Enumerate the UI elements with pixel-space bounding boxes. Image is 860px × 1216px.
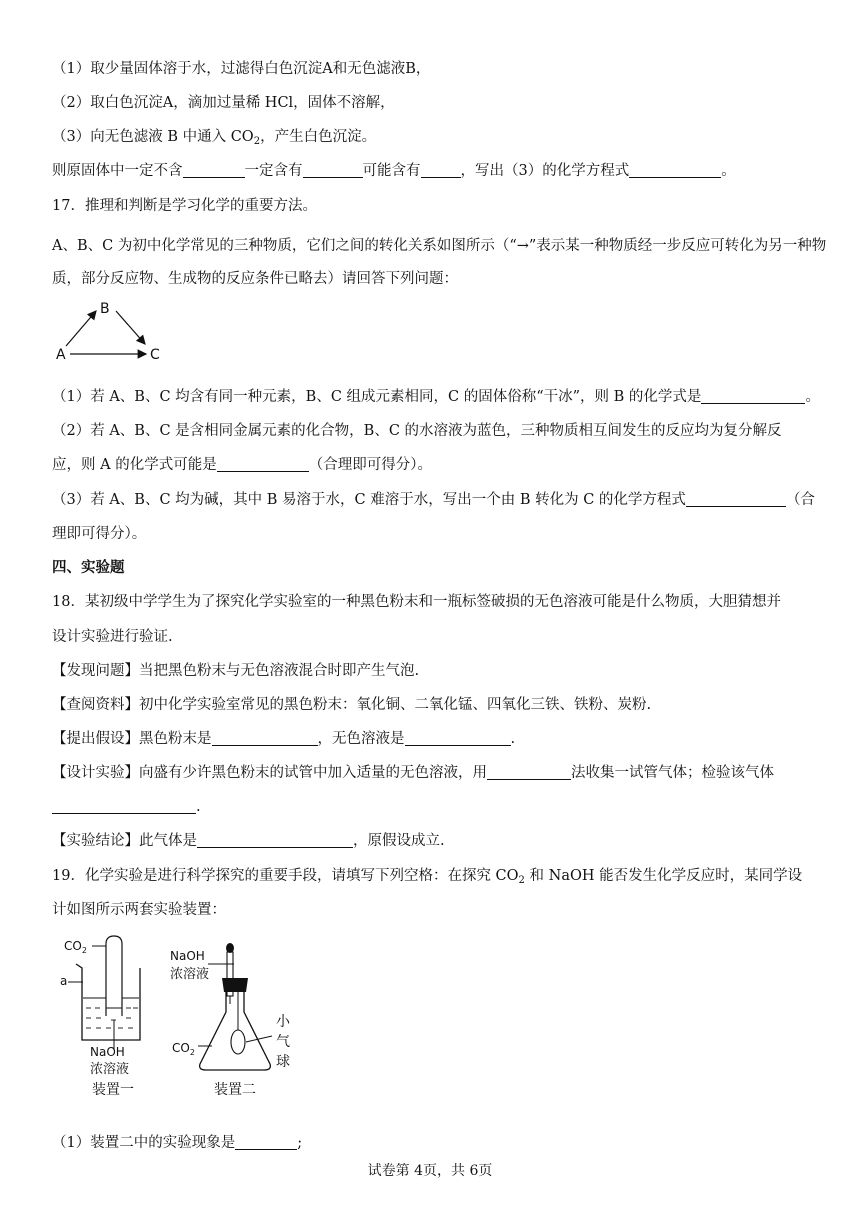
answer-blank[interactable] (686, 490, 786, 507)
q18-intro-line-1: 18．某初级中学学生为了探究化学实验室的一种黑色粉末和一瓶标签破损的无色溶液可能是什么物质，大胆猜想并 (52, 594, 781, 610)
q17-part-3-line-1: （3）若 A、B、C 均为碱，其中 B 易溶于水，C 难溶于水，写出一个由 B 转化为 C 的化学方程式 （合 (52, 492, 815, 508)
inverted-test-tube (106, 936, 122, 1016)
balloon-label-2: 气 (276, 1034, 290, 1050)
co2-label: $CO_2$ (172, 1041, 195, 1057)
arrow-b-to-c (116, 311, 145, 344)
q18-find-problem: 【发现问题】当把黑色粉末与无色溶液混合时即产生气泡. (52, 663, 420, 679)
solution-label: 浓溶液 (170, 967, 210, 982)
answer-blank[interactable] (183, 161, 245, 178)
q18-design-line-1: 【设计实验】向盛有少许黑色粉末的试管中加入适量的无色溶液，用 法收集一试管气体；检验该气体 (52, 765, 774, 781)
node-a-label: A (56, 347, 66, 363)
q18-hypothesis: 【提出假设】黑色粉末是 ，无色溶液是 . (52, 731, 516, 747)
q17-intro: A、B、C 为初中化学常见的三种物质，它们之间的转化关系如图所示（“→”表示某一种物质经一步反应可转化为另一种物质，部分反应物、生成物的反应条件已略去）请回答下列问题： (52, 238, 827, 287)
answer-blank[interactable] (303, 161, 363, 178)
answer-blank[interactable] (629, 161, 721, 178)
node-b-label: B (100, 301, 110, 317)
q18-intro-line-2: 设计实验进行验证. (52, 629, 173, 645)
q18-design-line-2: . (52, 796, 836, 818)
apparatus-one-figure (56, 928, 166, 1100)
q17-part-1: （1）若 A、B、C 均含有同一种元素，B、C 组成元素相同，C 的固体俗称“干冰”，则 B 的化学式是 。 (52, 389, 820, 405)
naoh-label: NaOH (90, 1045, 125, 1059)
q17-part-2-line-2: 应，则 A 的化学式可能是 （合理即可得分）。 (52, 457, 432, 473)
answer-blank[interactable] (701, 387, 805, 404)
node-c-label: C (150, 347, 160, 363)
q18-reference: 【查阅资料】初中化学实验室常见的黑色粉末：氧化铜、二氧化锰、四氧化三铁、铁粉、炭粉. (52, 697, 652, 713)
q16-conclusion: 则原固体中一定不含 一定含有 可能含有 ，写出（3）的化学方程式 。 (52, 163, 736, 179)
answer-blank[interactable] (405, 729, 511, 746)
balloon-label-1: 小 (276, 1014, 290, 1030)
answer-blank[interactable] (487, 763, 571, 780)
answer-blank[interactable] (217, 455, 309, 472)
answer-blank[interactable] (212, 729, 318, 746)
small-balloon (231, 1030, 245, 1054)
apparatus-two-figure (168, 938, 308, 1100)
q16-step-2: （2）取白色沉淀A，滴加过量稀 HCl，固体不溶解， (52, 95, 395, 111)
q18-conclusion: 【实验结论】此气体是 ，原假设成立. (52, 833, 445, 849)
abc-transformation-diagram (50, 296, 170, 370)
solution-label: 浓溶液 (90, 1062, 130, 1077)
answer-blank[interactable] (421, 161, 461, 178)
q19-part-1: （1）装置二中的实验现象是 ; (52, 1135, 303, 1151)
label-a: a (60, 974, 68, 988)
q17-title: 17．推理和判断是学习化学的重要方法。 (52, 198, 317, 214)
section-heading: 四、实验题 (52, 559, 125, 576)
answer-blank[interactable] (52, 797, 196, 814)
q19-intro-line-1: 19．化学实验是进行科学探究的重要手段，请填写下列空格：在探究 $CO_2$ 和 NaOH 能否发生化学反应时，某同学设 (52, 868, 803, 886)
rubber-stopper (222, 978, 248, 992)
apparatus-two-name: 装置二 (214, 1082, 256, 1098)
balloon-label-3: 球 (276, 1054, 290, 1070)
naoh-label: NaOH (170, 949, 205, 963)
beaker (76, 964, 140, 1040)
co2-label: $CO_2$ (64, 939, 87, 955)
q17-part-3-line-2: 理即可得分）。 (52, 526, 147, 542)
q19-intro-line-2: 计如图所示两套实验装置： (52, 902, 226, 918)
arrow-a-to-b (66, 311, 96, 346)
answer-blank[interactable] (197, 831, 353, 848)
q16-step-3: （3）向无色滤液 B 中通入 $CO_2$，产生白色沉淀。 (52, 129, 377, 147)
q17-part-2-line-1: （2）若 A、B、C 是含相同金属元素的化合物，B、C 的水溶液为蓝色，三种物质相互间发生的反应均为复分解反 (52, 423, 782, 439)
page-footer: 试卷第 4页，共 6页 (367, 1163, 493, 1179)
q16-step-1: （1）取少量固体溶于水，过滤得白色沉淀A和无色滤液B， (52, 61, 431, 77)
apparatus-one-name: 装置一 (92, 1082, 134, 1098)
answer-blank[interactable] (235, 1133, 297, 1150)
